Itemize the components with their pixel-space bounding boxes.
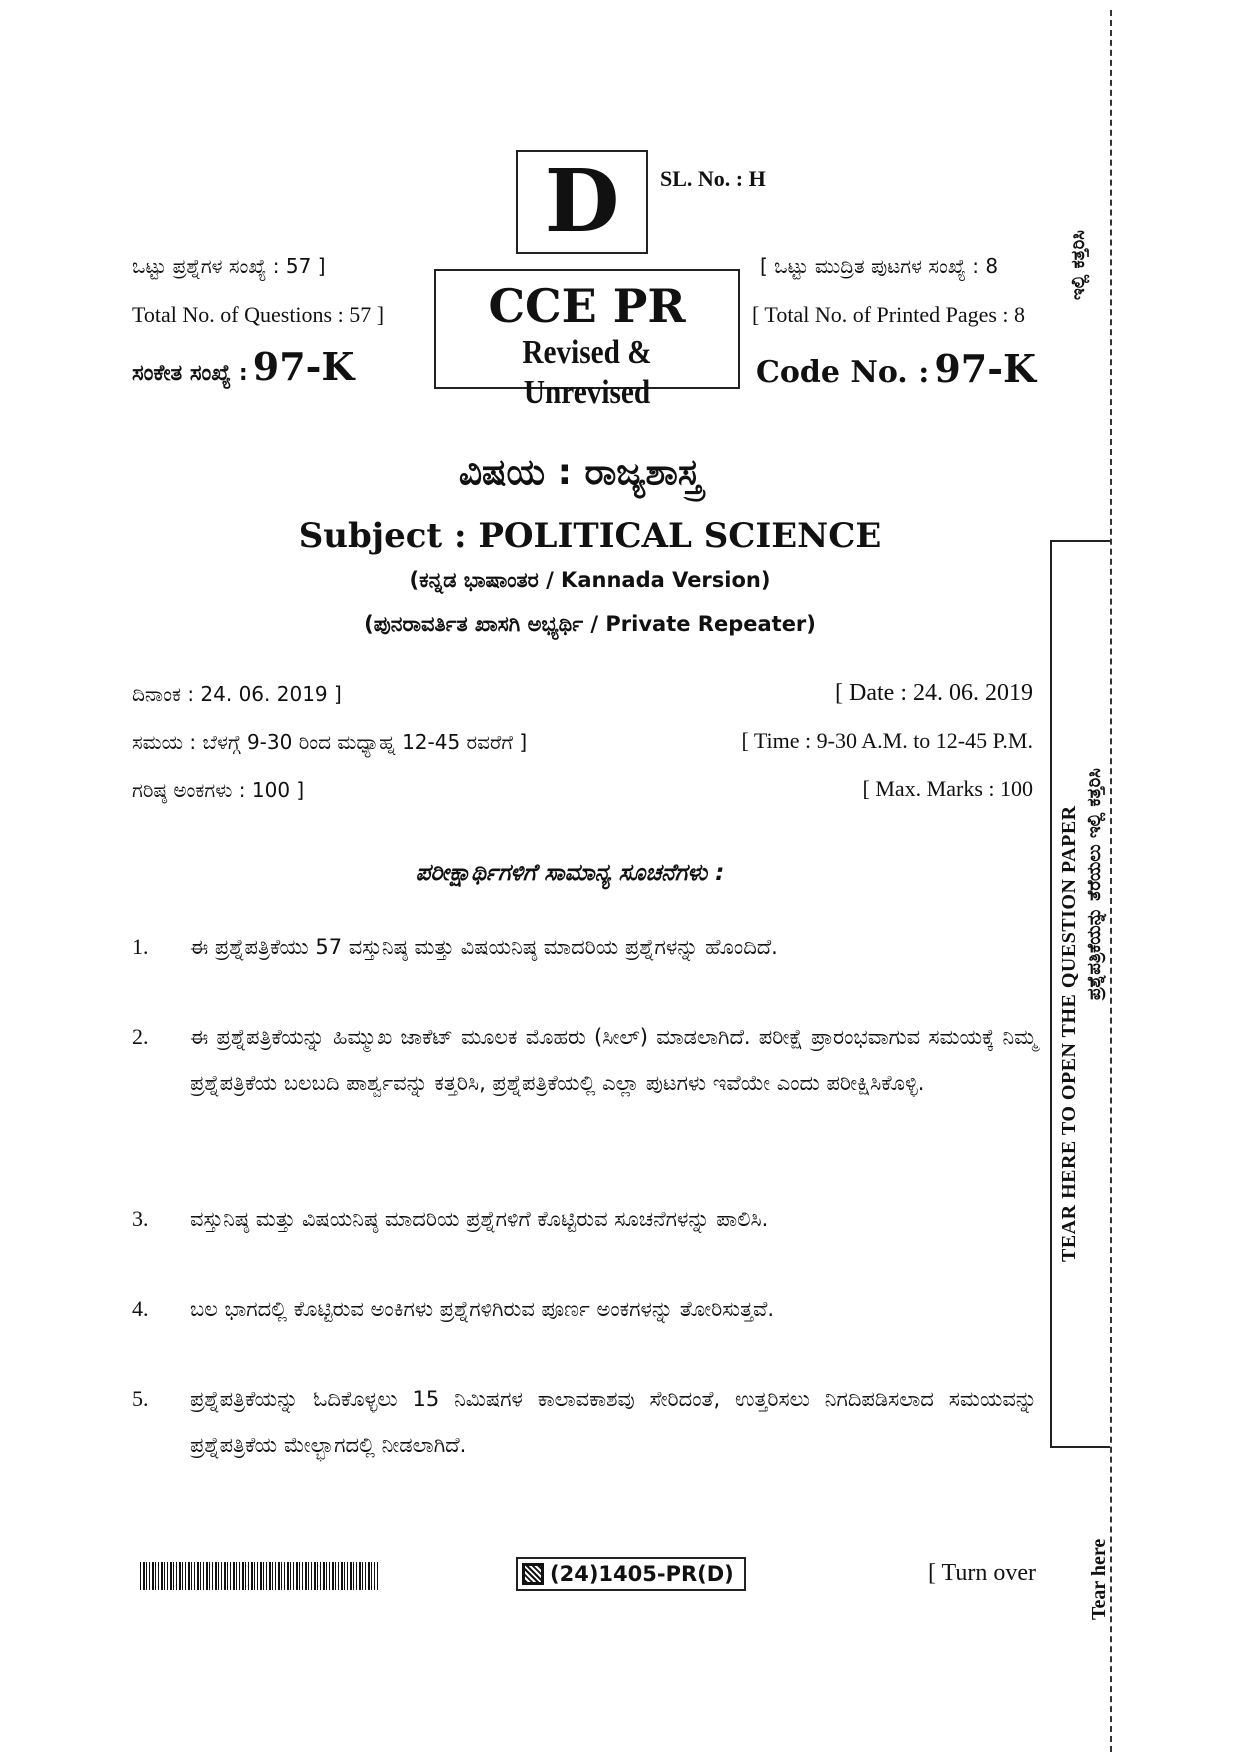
serial-number: SL. No. : H (660, 166, 766, 191)
code-label-en: Code No. : (756, 355, 930, 390)
total-pages-kn: [ ಒಟ್ಟು ಮುದ್ರಿತ ಪುಟಗಳ ಸಂಖ್ಯೆ : 8 (760, 254, 999, 278)
code-value-left: 97-K (252, 344, 355, 389)
code-value-right: 97-K (934, 346, 1037, 391)
candidate-type-line: (ಪುನರಾವರ್ತಿತ ಖಾಸಗಿ ಅಭ್ಯರ್ಥಿ / Private Repeater) (364, 612, 816, 636)
instruction-text: ಈ ಪ್ರಶ್ನೆಪತ್ರಿಕೆಯನ್ನು ಹಿಮ್ಮುಖ ಜಾಕೆಟ್ ಮೂಲಕ ಮೊಹರು (ಸೀಲ್) ಮಾಡಲಾಗಿದೆ. ಪರೀಕ್ಷೆ ಪ್ರಾರಂಭವಾಗುವ ಸಮಯಕ್ಕೆ ನಿಮ್ಮ ಪ್ರಶ್ನೆಪತ್ರಿಕೆಯ ಬಲಬದಿ ಪಾರ್ಶ್ವವನ್ನು ಕತ್ತರಿಸಿ, ಪ್ರಶ್ನೆಪತ್ರಿಕೆಯಲ್ಲಿ ಎಲ್ಲಾ ಪುಟಗಳು ಇವೆಯೇ ಎಂದು ಪರೀಕ್ಷಿಸಿಕೊಳ್ಳಿ. (190, 1025, 1037, 1095)
total-questions-en: Total No. of Questions : 57 ] (132, 302, 385, 327)
code-number-left (132, 344, 354, 389)
instruction-number: 1. (132, 934, 149, 959)
instruction-item-2 (132, 1014, 1037, 1106)
paper-code: (24)1405-PR(D) (550, 1562, 734, 1586)
paper-code-box (516, 1557, 746, 1591)
subject-en: Subject : POLITICAL SCIENCE (298, 516, 882, 556)
exam-subtitle: Revised & Unrevised (522, 334, 652, 411)
max-marks-kn: ಗರಿಷ್ಠ ಅಂಕಗಳು : 100 ] (132, 778, 305, 802)
instructions-heading: ಪರೀಕ್ಷಾರ್ಥಿಗಳಿಗೆ ಸಾಮಾನ್ಯ ಸೂಚನೆಗಳು : (415, 860, 725, 886)
series-letter-box: D (516, 150, 648, 254)
code-number-right (756, 346, 1036, 391)
subject-kn: ವಿಷಯ : ರಾಜ್ಯಶಾಸ್ತ್ರ (458, 452, 702, 493)
instruction-item-3 (132, 1196, 1037, 1242)
total-pages-en: [ Total No. of Printed Pages : 8 (752, 302, 1026, 327)
instruction-text: ವಸ್ತುನಿಷ್ಠ ಮತ್ತು ವಿಷಯನಿಷ್ಠ ಮಾದರಿಯ ಪ್ರಶ್ನೆಗಳಿಗೆ ಕೊಟ್ಟಿರುವ ಸೂಚನೆಗಳನ್ನು ಪಾಲಿಸಿ. (190, 1207, 769, 1231)
code-label-kn: ಸಂಕೇತ ಸಂಖ್ಯೆ : (132, 361, 248, 386)
max-marks-en: [ Max. Marks : 100 (862, 776, 1033, 801)
instruction-text: ಈ ಪ್ರಶ್ನೆಪತ್ರಿಕೆಯು 57 ವಸ್ತುನಿಷ್ಠ ಮತ್ತು ವಿಷಯನಿಷ್ಠ ಮಾದರಿಯ ಪ್ರಶ್ನೆಗಳನ್ನು ಹೊಂದಿದೆ. (190, 935, 778, 959)
tear-here-kn-label: ಇಲ್ಲಿ ಕತ್ತರಿಸಿ (1068, 230, 1089, 300)
instruction-number: 2. (132, 1024, 149, 1049)
instruction-number: 4. (132, 1296, 149, 1321)
turn-over-label: [ Turn over (928, 1560, 1037, 1586)
instruction-text: ಬಲ ಭಾಗದಲ್ಲಿ ಕೊಟ್ಟಿರುವ ಅಂಕಿಗಳು ಪ್ರಶ್ನೆಗಳಿಗಿರುವ ಪೂರ್ಣ ಅಂಕಗಳನ್ನು ತೋರಿಸುತ್ತವೆ. (190, 1297, 775, 1321)
instruction-number: 5. (132, 1386, 149, 1411)
total-questions-kn: ಒಟ್ಟು ಪ್ರಶ್ನೆಗಳ ಸಂಖ್ಯೆ : 57 ] (132, 254, 326, 278)
date-kn: ದಿನಾಂಕ : 24. 06. 2019 ] (132, 682, 342, 706)
instruction-number: 3. (132, 1206, 149, 1231)
barcode-image (140, 1562, 378, 1590)
tear-instruction-kn: ಪ್ರಶ್ನೆಪತ್ರಿಕೆಯನ್ನು ತೆರೆಯಲು ಇಲ್ಲಿ ಕತ್ತರಿಸಿ (1084, 768, 1105, 1000)
tear-here-en-label: Tear here (1088, 1538, 1110, 1620)
instruction-text: ಪ್ರಶ್ನೆಪತ್ರಿಕೆಯನ್ನು ಓದಿಕೊಳ್ಳಲು 15 ನಿಮಿಷಗಳ ಕಾಲಾವಕಾಶವು ಸೇರಿದಂತೆ, ಉತ್ತರಿಸಲು ನಿಗದಿಪಡಿಸಲಾದ ಸಮಯವನ್ನು ಪ್ರಶ್ನೆಪತ್ರಿಕೆಯ ಮೇಲ್ಭಾಗದಲ್ಲಿ ನೀಡಲಾಗಿದೆ. (190, 1387, 1037, 1457)
date-en: [ Date : 24. 06. 2019 (835, 680, 1033, 706)
instruction-item-5 (132, 1376, 1037, 1468)
instruction-item-1 (132, 924, 1037, 970)
instruction-item-4 (132, 1286, 1037, 1332)
qr-code-icon (522, 1563, 544, 1585)
version-line: (ಕನ್ನಡ ಭಾಷಾಂತರ / Kannada Version) (409, 568, 771, 592)
exam-title: CCE PR (488, 279, 686, 333)
tear-instruction-en: TEAR HERE TO OPEN THE QUESTION PAPER (1058, 805, 1080, 1262)
time-en: [ Time : 9-30 A.M. to 12-45 P.M. (741, 728, 1033, 753)
exam-title-box (434, 269, 740, 411)
time-kn: ಸಮಯ : ಬೆಳಗ್ಗೆ 9-30 ರಿಂದ ಮಧ್ಯಾಹ್ನ 12-45 ರವರೆಗೆ ] (132, 730, 528, 754)
